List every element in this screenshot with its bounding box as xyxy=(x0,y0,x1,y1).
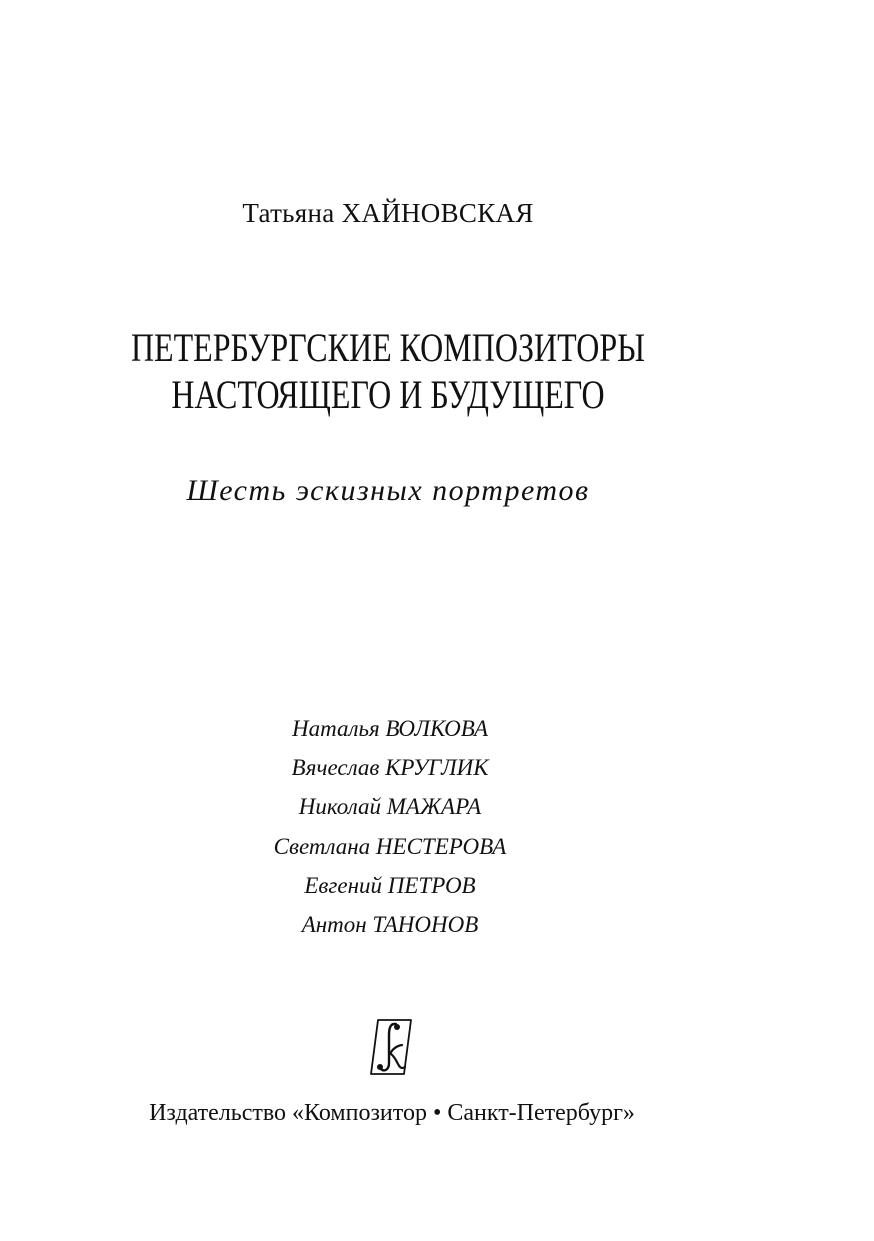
book-title xyxy=(78,324,699,418)
composer-name: Наталья ВОЛКОВА xyxy=(291,716,489,741)
book-title-line-2: НАСТОЯЩЕГО И БУДУЩЕГО xyxy=(171,372,605,417)
composer-name: Евгений ПЕТРОВ xyxy=(304,872,476,898)
composer-name: Светлана НЕСТЕРОВА xyxy=(273,833,507,859)
publisher-logo-icon xyxy=(370,1019,412,1075)
book-title-line-1: ПЕТЕРБУРГСКИЕ КОМПОЗИТОРЫ xyxy=(130,325,646,370)
composer-name: Антон ТАНОНОВ xyxy=(301,912,479,938)
author-name: Татьяна ХАЙНОВСКАЯ xyxy=(242,198,534,228)
publisher-imprint: Издательство «Композитор • Санкт-Петербург» xyxy=(149,1100,635,1126)
composer-name: Николай МАЖАРА xyxy=(298,794,482,820)
book-subtitle: Шесть эскизных портретов xyxy=(186,474,590,507)
composer-list xyxy=(0,709,780,944)
composer-name: Вячеслав КРУГЛИК xyxy=(291,755,489,781)
